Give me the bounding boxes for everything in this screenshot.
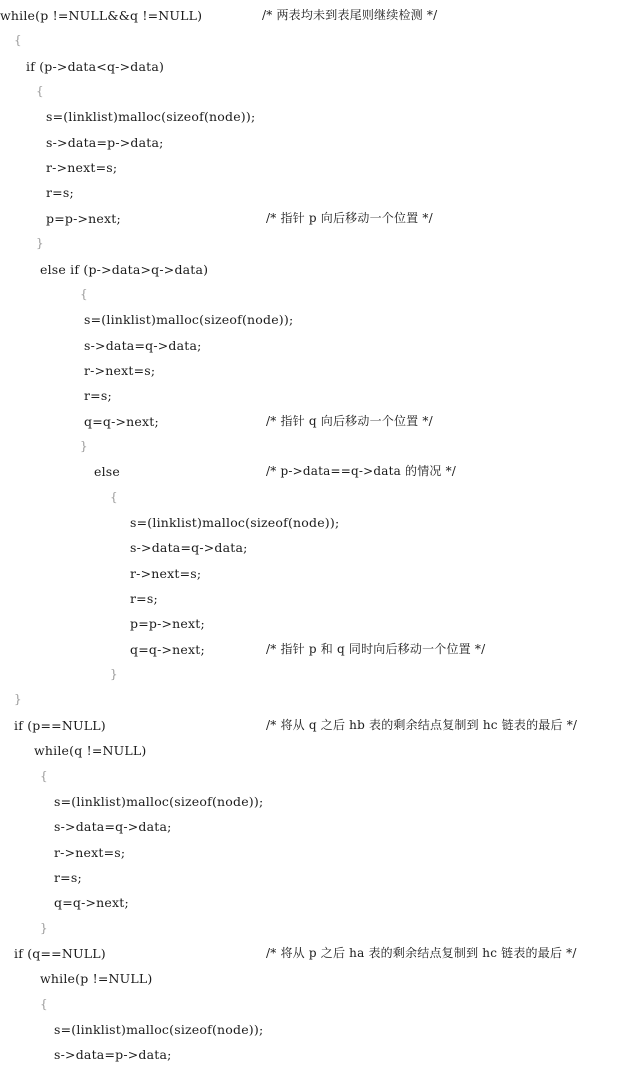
code-text: while(p !=NULL): [40, 971, 153, 986]
code-line: [0, 535, 630, 561]
code-comment: /* 两表均未到表尾则继续检测 */: [262, 8, 438, 22]
code-text: r=s;: [84, 388, 112, 403]
code-line: [0, 409, 630, 435]
code-line: [0, 510, 630, 536]
code-brace: {: [14, 33, 22, 47]
code-brace: }: [40, 921, 48, 935]
code-text: s=(linklist)malloc(sizeof(node));: [46, 109, 256, 124]
code-brace: {: [40, 997, 48, 1011]
code-line: [0, 890, 630, 916]
code-line: [0, 79, 630, 105]
code-line: [0, 358, 630, 384]
code-line: [0, 3, 630, 29]
code-line: [0, 916, 630, 942]
code-text: if (p->data<q->data): [26, 59, 165, 74]
code-line: [0, 561, 630, 587]
code-line: [0, 1017, 630, 1043]
code-text: s->data=q->data;: [54, 819, 172, 834]
code-brace: {: [40, 769, 48, 783]
code-text: s->data=p->data;: [54, 1047, 172, 1062]
code-line: [0, 738, 630, 764]
code-comment: /* p->data==q->data 的情况 */: [266, 464, 457, 478]
code-line: [0, 662, 630, 688]
code-text: r=s;: [130, 591, 158, 606]
code-text: s=(linklist)malloc(sizeof(node));: [130, 515, 340, 530]
code-text: q=q->next;: [84, 414, 159, 429]
code-line: [0, 155, 630, 181]
code-brace: {: [110, 490, 118, 504]
code-text: r=s;: [54, 870, 82, 885]
code-brace: {: [80, 287, 88, 301]
code-text: s->data=p->data;: [46, 135, 164, 150]
code-comment: /* 指针 q 向后移动一个位置 */: [266, 414, 433, 428]
code-line: [0, 966, 630, 992]
code-brace: }: [36, 236, 44, 250]
code-line: [0, 333, 630, 359]
code-text: if (q==NULL): [14, 946, 106, 961]
code-line: [0, 687, 630, 713]
code-line: [0, 485, 630, 511]
code-line: [0, 180, 630, 206]
code-text: r=s;: [46, 185, 74, 200]
code-text: q=q->next;: [54, 895, 129, 910]
code-line: [0, 586, 630, 612]
code-text: while(q !=NULL): [34, 743, 147, 758]
code-text: s=(linklist)malloc(sizeof(node));: [54, 794, 264, 809]
code-text: r->next=s;: [84, 363, 156, 378]
code-brace: }: [14, 692, 22, 706]
code-comment: /* 指针 p 和 q 同时向后移动一个位置 */: [266, 642, 486, 656]
code-text: p=p->next;: [46, 211, 121, 226]
code-line: [0, 434, 630, 460]
code-line: [0, 611, 630, 637]
code-line: [0, 282, 630, 308]
code-text: if (p==NULL): [14, 718, 106, 733]
code-line: [0, 637, 630, 663]
code-brace: }: [80, 439, 88, 453]
code-line: [0, 206, 630, 232]
code-line: [0, 865, 630, 891]
code-text: s=(linklist)malloc(sizeof(node));: [54, 1022, 264, 1037]
code-text: else if (p->data>q->data): [40, 262, 209, 277]
code-brace: {: [36, 84, 44, 98]
code-line: [0, 840, 630, 866]
code-text: s->data=q->data;: [130, 540, 248, 555]
code-line: [0, 231, 630, 257]
code-text: while(p !=NULL&&q !=NULL): [0, 8, 203, 23]
code-brace: }: [110, 667, 118, 681]
code-line: [0, 459, 630, 485]
code-text: r->next=s;: [54, 845, 126, 860]
code-text: p=p->next;: [130, 616, 205, 631]
code-comment: /* 指针 p 向后移动一个位置 */: [266, 211, 433, 225]
code-line: [0, 257, 630, 283]
code-line: [0, 130, 630, 156]
code-comment: /* 将从 p 之后 ha 表的剩余结点复制到 hc 链表的最后 */: [266, 946, 577, 960]
code-line: [0, 307, 630, 333]
code-line: [0, 941, 630, 967]
code-text: q=q->next;: [130, 642, 205, 657]
code-line: [0, 764, 630, 790]
code-text: else: [94, 464, 121, 479]
code-line: [0, 104, 630, 130]
code-comment: /* 将从 q 之后 hb 表的剩余结点复制到 hc 链表的最后 */: [266, 718, 578, 732]
code-text: s->data=q->data;: [84, 338, 202, 353]
code-line: [0, 54, 630, 80]
code-line: [0, 713, 630, 739]
code-line: [0, 814, 630, 840]
code-line: [0, 383, 630, 409]
code-text: s=(linklist)malloc(sizeof(node));: [84, 312, 294, 327]
code-line: [0, 1042, 630, 1068]
code-line: [0, 28, 630, 54]
code-line: [0, 992, 630, 1018]
code-text: r->next=s;: [130, 566, 202, 581]
code-line: [0, 789, 630, 815]
code-text: r->next=s;: [46, 160, 118, 175]
